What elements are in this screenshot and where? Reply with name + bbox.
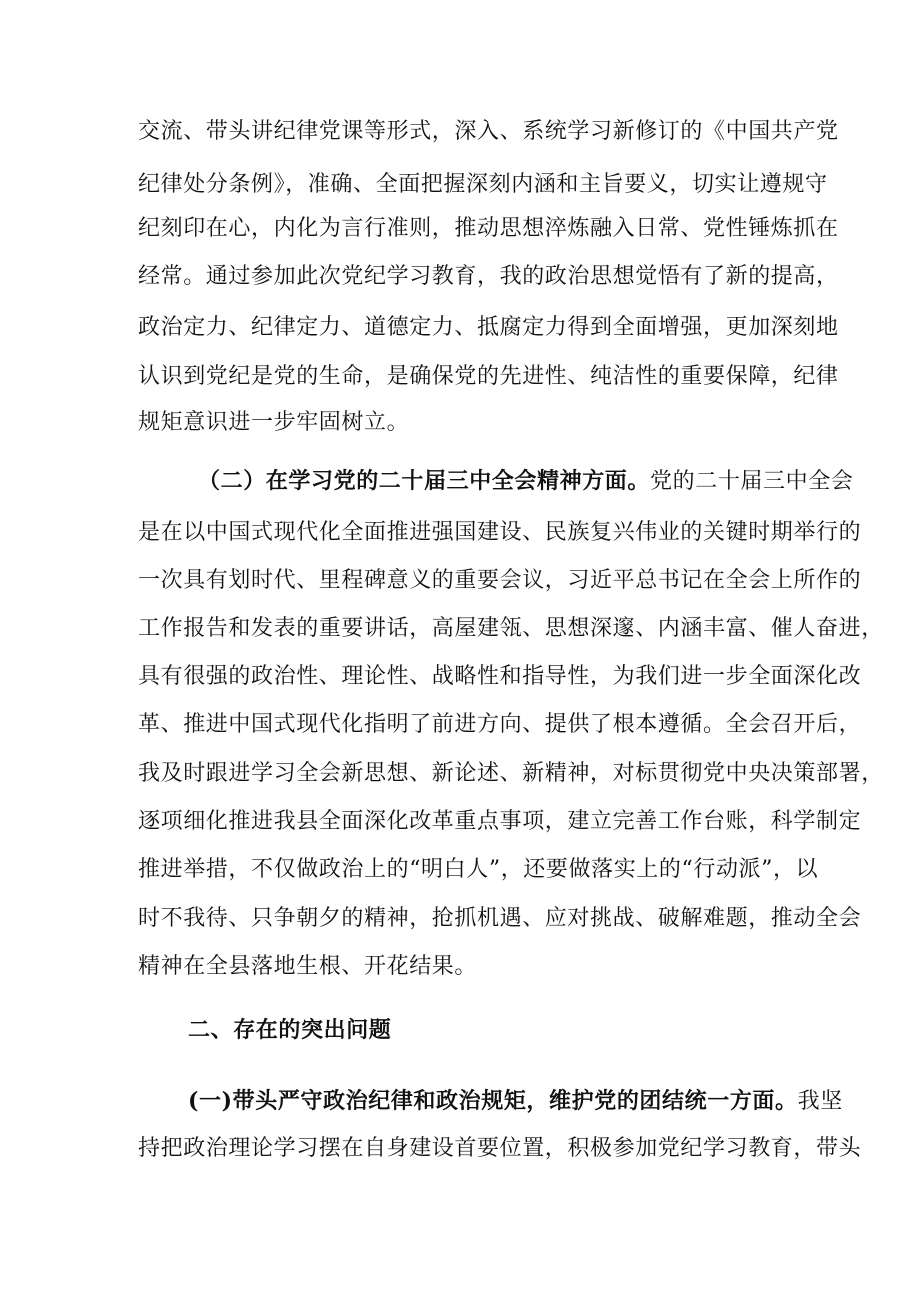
body-text-line: 政治定力、纪律定力、道德定力、抵腐定力得到全面增强，更加深刻地 [138,315,839,340]
body-text-line: 交流、带头讲纪律党课等形式，深入、系统学习新修订的《中国共产党 [138,119,839,144]
body-text-line: 认识到党纪是党的生命，是确保党的先进性、纯洁性的重要保障，纪律 [138,364,839,389]
section-two-text: 党的二十届三中全会 [650,469,854,494]
body-text-line: 我及时跟进学习全会新思想、新论述、新精神，对标贯彻党中央决策部署， [138,761,884,786]
subsection-one-text: 我坚 [797,1089,843,1114]
subsection-one-heading: (一)带头严守政治纪律和政治规矩，维护党的团结统一方面。 [188,1088,798,1114]
body-text-line: 推进举措，不仅做政治上的“明白人”，还要做落实上的“行动派”，以 [138,857,819,882]
body-text-line: 一次具有划时代、里程碑意义的重要会议，习近平总书记在全会上所作的 [138,568,862,593]
main-heading: 二、存在的突出问题 [188,1017,392,1043]
body-text-line: 持把政治理论学习摆在自身建设首要位置，积极参加党纪学习教育，带头 [138,1136,862,1161]
body-text-line: 时不我待、只争朝夕的精神，抢抓机遇、应对挑战、破解难题，推动全会 [138,906,862,931]
body-text-line: 纪律处分条例》，准确、全面把握深刻内涵和主旨要义，切实让遵规守 [138,172,828,197]
body-text-line: 革、推进中国式现代化指明了前进方向、提供了根本遵循。全会召开后， [138,712,862,737]
body-text-line: 逐项细化推进我县全面深化改革重点事项，建立完善工作台账，科学制定 [138,809,862,834]
body-text-line: 精神在全县落地生根、开花结果。 [138,954,478,979]
body-text-line: 纪刻印在心，内化为言行准则，推动思想淬炼融入日常、党性锤炼抓在 [138,216,839,241]
body-text-line: 是在以中国式现代化全面推进强国建设、民族复兴伟业的关键时期举行的 [138,520,862,545]
body-text-line: 经常。通过参加此次党纪学习教育，我的政治思想觉悟有了新的提高， [138,264,839,289]
body-text-line: 工作报告和发表的重要讲话，高屋建瓴、思想深邃、内涵丰富、催人奋进， [138,616,884,641]
body-text-line: 具有很强的政治性、理论性、战略性和指导性，为我们进一步全面深化改 [138,664,862,689]
section-two-heading: （二）在学习党的二十届三中全会精神方面。 [198,468,651,494]
subsection-one-first-line [188,1086,843,1116]
body-text-line: 规矩意识进一步牢固树立。 [138,410,410,435]
section-two-first-line [198,466,853,496]
